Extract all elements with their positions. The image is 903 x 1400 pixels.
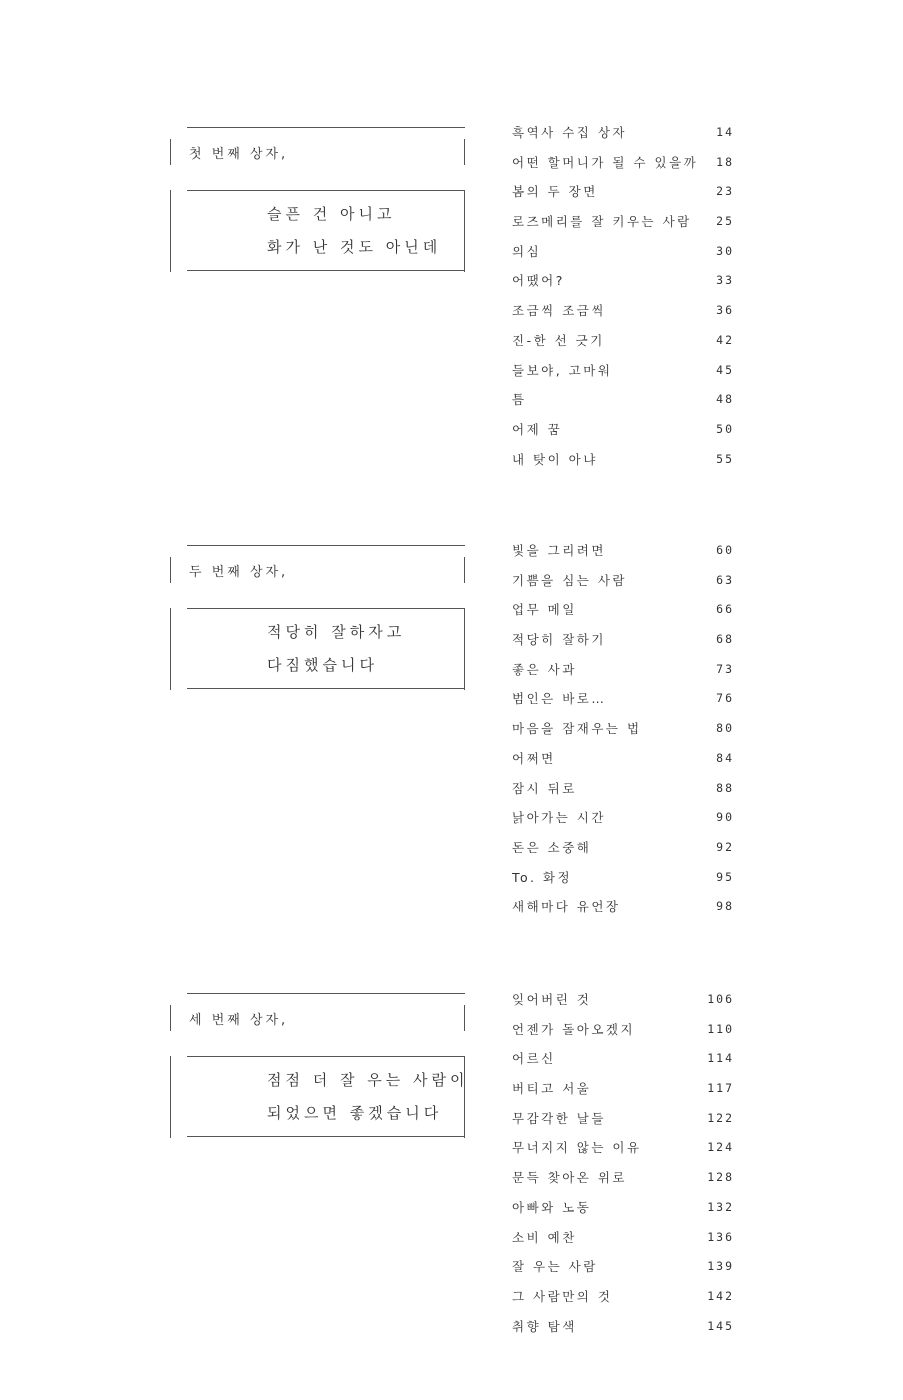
- toc-entry-title: 잊어버린 것: [512, 992, 592, 1007]
- section-label: 첫 번째 상자,: [189, 147, 289, 162]
- divider: [187, 993, 465, 994]
- divider: [187, 270, 465, 271]
- section-label: 세 번째 상자,: [189, 1013, 289, 1028]
- toc-entry-page: 142: [707, 1288, 734, 1303]
- toc-entry-page: 84: [716, 750, 734, 765]
- toc-entry-page: 68: [716, 632, 734, 647]
- toc-entry[interactable]: [512, 271, 734, 301]
- toc-entry-title: 로즈메리를 잘 키우는 사람: [512, 214, 692, 230]
- toc-entry-title: 의심: [512, 243, 542, 259]
- toc-entry-title: 어르신: [512, 1051, 556, 1067]
- toc-entry[interactable]: [512, 749, 734, 779]
- section-subtitle: [267, 1064, 469, 1130]
- toc-entry[interactable]: [512, 571, 734, 601]
- divider: [187, 1136, 465, 1137]
- toc-list: [512, 990, 734, 1346]
- toc-entry[interactable]: [512, 689, 734, 719]
- subtitle-line: 화가 난 것도 아닌데: [267, 238, 442, 256]
- toc-entry-page: 42: [716, 332, 734, 347]
- divider: [464, 557, 465, 583]
- toc-list: [512, 123, 734, 479]
- toc-entry-title: 마음을 잠재우는 법: [512, 721, 642, 737]
- toc-entry[interactable]: [512, 600, 734, 630]
- toc-entry-title: 진-한 선 긋기: [512, 332, 605, 348]
- toc-entry[interactable]: [512, 450, 734, 480]
- toc-entry[interactable]: [512, 1287, 734, 1317]
- toc-entry[interactable]: [512, 660, 734, 690]
- toc-entry-title: 흑역사 수집 상자: [512, 125, 627, 140]
- toc-entry-page: 30: [716, 243, 734, 258]
- divider: [464, 1056, 465, 1138]
- toc-entry[interactable]: [512, 1049, 734, 1079]
- toc-entry[interactable]: [512, 990, 734, 1020]
- divider: [187, 190, 465, 191]
- toc-entry-page: 23: [716, 184, 734, 199]
- toc-entry[interactable]: [512, 1168, 734, 1198]
- toc-entry-title: 취향 탐색: [512, 1318, 577, 1334]
- toc-entry[interactable]: [512, 808, 734, 838]
- divider: [170, 190, 171, 272]
- toc-entry[interactable]: [512, 182, 734, 212]
- toc-entry-page: 145: [707, 1318, 734, 1333]
- toc-entry[interactable]: [512, 1317, 734, 1347]
- toc-entry-title: 업무 메일: [512, 602, 577, 618]
- toc-entry-page: 66: [716, 602, 734, 617]
- toc-entry-title: 소비 예찬: [512, 1229, 577, 1245]
- toc-entry-page: 117: [707, 1081, 734, 1096]
- toc-entry-title: 낡아가는 시간: [512, 810, 606, 826]
- toc-entry[interactable]: [512, 153, 734, 183]
- toc-entry[interactable]: [512, 1079, 734, 1109]
- divider: [187, 545, 465, 546]
- toc-entry-title: 내 탓이 아냐: [512, 451, 598, 467]
- toc-entry[interactable]: [512, 242, 734, 272]
- toc-entry[interactable]: [512, 1228, 734, 1258]
- divider: [170, 139, 171, 165]
- toc-entry-page: 14: [716, 125, 734, 139]
- toc-entry[interactable]: [512, 390, 734, 420]
- toc-entry-title: 조금씩 조금씩: [512, 303, 606, 319]
- toc-entry[interactable]: [512, 1020, 734, 1050]
- toc-entry-title: 범인은 바로…: [512, 691, 607, 707]
- toc-entry-page: 48: [716, 392, 734, 407]
- toc-entry-page: 60: [716, 543, 734, 557]
- toc-entry[interactable]: [512, 1198, 734, 1228]
- toc-entry-page: 25: [716, 214, 734, 229]
- section-subtitle: [267, 198, 457, 264]
- toc-entry[interactable]: [512, 719, 734, 749]
- toc-entry-title: 돈은 소중해: [512, 839, 592, 855]
- toc-entry-title: 적당히 잘하기: [512, 632, 606, 648]
- divider: [170, 608, 171, 690]
- toc-entry-page: 128: [707, 1170, 734, 1185]
- toc-entry-title: 어땠어?: [512, 273, 565, 289]
- section-subtitle: [267, 616, 457, 682]
- toc-entry-title: 새해마다 유언장: [512, 899, 621, 915]
- subtitle-line: 다짐했습니다: [267, 656, 378, 674]
- subtitle-line: 되었으면 좋겠습니다: [267, 1104, 443, 1122]
- toc-entry-title: 그 사람만의 것: [512, 1288, 613, 1304]
- toc-entry-title: 기쁨을 심는 사람: [512, 572, 627, 588]
- toc-entry-page: 122: [707, 1110, 734, 1125]
- toc-entry[interactable]: [512, 541, 734, 571]
- toc-entry[interactable]: [512, 301, 734, 331]
- toc-entry[interactable]: [512, 897, 734, 927]
- toc-entry[interactable]: [512, 123, 734, 153]
- divider: [464, 1005, 465, 1031]
- divider: [464, 608, 465, 690]
- subtitle-line: 슬픈 건 아니고: [267, 205, 396, 223]
- toc-entry-page: 106: [707, 992, 734, 1006]
- toc-entry[interactable]: [512, 420, 734, 450]
- toc-entry-page: 50: [716, 421, 734, 436]
- divider: [187, 1056, 465, 1057]
- section-label: 두 번째 상자,: [189, 565, 289, 580]
- toc-entry-page: 98: [716, 899, 734, 914]
- toc-entry-title: 아빠와 노동: [512, 1199, 592, 1215]
- divider: [170, 1056, 171, 1138]
- divider: [187, 127, 465, 128]
- toc-entry[interactable]: [512, 868, 734, 898]
- toc-entry-page: 76: [716, 691, 734, 706]
- toc-entry-page: 124: [707, 1140, 734, 1155]
- toc-entry-page: 132: [707, 1199, 734, 1214]
- toc-entry-title: 잠시 뒤로: [512, 780, 577, 796]
- subtitle-line: 적당히 잘하자고: [267, 623, 406, 641]
- subtitle-line: 점점 더 잘 우는 사람이: [267, 1071, 469, 1089]
- divider: [187, 608, 465, 609]
- toc-entry-page: 80: [716, 721, 734, 736]
- toc-entry-page: 63: [716, 572, 734, 587]
- toc-entry-page: 139: [707, 1259, 734, 1274]
- toc-entry-page: 73: [716, 661, 734, 676]
- toc-entry[interactable]: [512, 1138, 734, 1168]
- toc-entry-page: 95: [716, 869, 734, 884]
- toc-entry-title: 잘 우는 사람: [512, 1259, 598, 1275]
- toc-entry[interactable]: [512, 1257, 734, 1287]
- divider: [170, 1005, 171, 1031]
- toc-entry-page: 90: [716, 810, 734, 825]
- toc-entry-page: 110: [707, 1021, 734, 1036]
- toc-entry-page: 33: [716, 273, 734, 288]
- divider: [464, 190, 465, 272]
- toc-entry-page: 114: [707, 1051, 734, 1066]
- toc-entry-title: 버티고 서울: [512, 1081, 592, 1097]
- toc-entry-title: 틈: [512, 392, 527, 408]
- toc-entry-page: 92: [716, 839, 734, 854]
- divider: [187, 688, 465, 689]
- toc-entry-title: 언젠가 돌아오겠지: [512, 1021, 636, 1037]
- divider: [464, 139, 465, 165]
- toc-entry-title: 무감각한 날들: [512, 1110, 606, 1126]
- toc-entry[interactable]: [512, 1109, 734, 1139]
- toc-entry-title: 문득 찾아온 위로: [512, 1170, 627, 1186]
- toc-entry[interactable]: [512, 838, 734, 868]
- toc-entry-page: 88: [716, 780, 734, 795]
- toc-entry-page: 36: [716, 303, 734, 318]
- toc-entry[interactable]: [512, 361, 734, 391]
- toc-entry-title: 좋은 사과: [512, 661, 577, 677]
- divider: [170, 557, 171, 583]
- toc-entry[interactable]: [512, 779, 734, 809]
- toc-entry-title: 어쩌면: [512, 750, 556, 766]
- toc-entry-title: 들보야, 고마워: [512, 362, 613, 378]
- toc-entry-title: 봄의 두 장면: [512, 184, 598, 200]
- toc-entry[interactable]: [512, 331, 734, 361]
- toc-list: [512, 541, 734, 927]
- toc-entry-title: 무너지지 않는 이유: [512, 1140, 642, 1156]
- toc-entry-page: 45: [716, 362, 734, 377]
- toc-entry-title: 어떤 할머니가 될 수 있을까: [512, 154, 699, 170]
- toc-entry-page: 55: [716, 451, 734, 466]
- toc-entry-page: 18: [716, 154, 734, 169]
- toc-entry-title: 빛을 그리려면: [512, 543, 606, 558]
- toc-entry-title: To. 화정: [512, 869, 573, 885]
- toc-entry[interactable]: [512, 212, 734, 242]
- toc-entry-title: 어제 꿈: [512, 421, 563, 437]
- toc-entry[interactable]: [512, 630, 734, 660]
- toc-entry-page: 136: [707, 1229, 734, 1244]
